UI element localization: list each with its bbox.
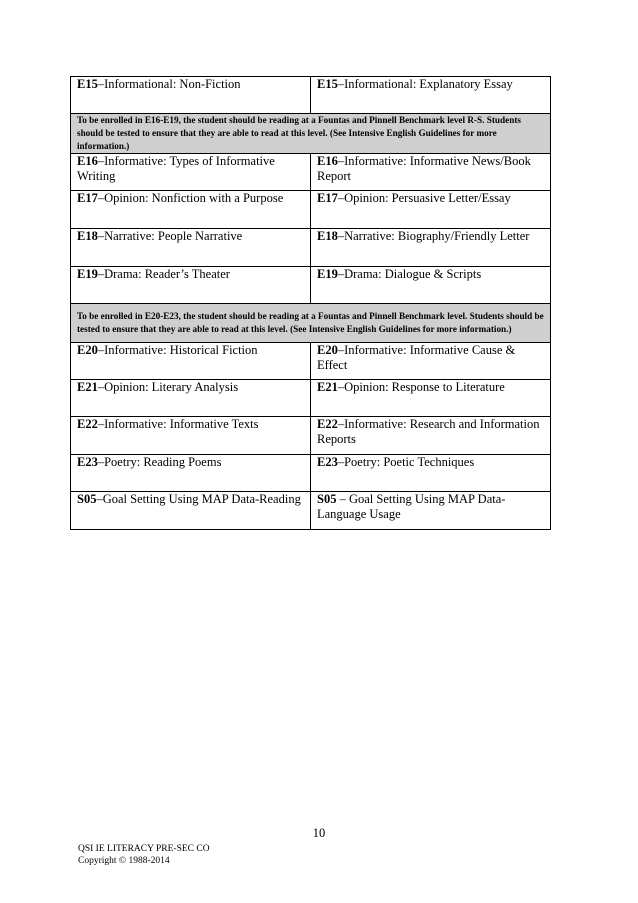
course-row [71,77,551,114]
course-code: E16 [77,154,98,168]
course-title: –Informative: Informative Texts [97,417,259,431]
course-code: E18 [77,229,98,243]
course-code: E15 [317,77,338,91]
course-code: E15 [77,77,98,91]
course-cell-left [71,417,311,455]
course-code: E17 [77,191,98,205]
course-code: E20 [77,343,98,357]
footer-line-2: Copyright © 1988-2014 [78,856,170,866]
course-cell-left [71,154,311,191]
course-cell-left [71,229,311,267]
course-code: S05 [77,492,97,506]
enrollment-note-row [71,304,551,343]
course-title: –Poetry: Reading Poems [97,455,222,469]
course-title: –Goal Setting Using MAP Data-Reading [96,492,301,506]
course-row [71,229,551,267]
course-code: E19 [77,267,98,281]
course-title: –Drama: Reader’s Theater [97,267,230,281]
course-cell-left [71,77,311,114]
enrollment-note-row [71,114,551,154]
course-code: E16 [317,154,338,168]
course-title: –Narrative: People Narrative [97,229,243,243]
course-cell-left [71,380,311,417]
course-code: E22 [317,417,338,431]
page-number: 10 [312,826,326,840]
course-cell-right [311,380,551,417]
course-title: –Opinion: Nonfiction with a Purpose [97,191,284,205]
course-title: –Informative: Types of Informative Writing [77,154,275,183]
course-row [71,154,551,191]
course-cell-right [311,267,551,304]
course-title: –Drama: Dialogue & Scripts [337,267,482,281]
course-title: –Poetry: Poetic Techniques [337,455,475,469]
course-code: E21 [77,380,98,394]
course-row [71,492,551,530]
course-code: E23 [317,455,338,469]
course-cell-left [71,492,311,530]
course-table-body [71,77,551,530]
footer [78,843,210,867]
footer-line-1: QSI IE LITERACY PRE-SEC CO [78,844,210,854]
course-row [71,191,551,229]
course-title: –Informative: Research and Information Reports [317,417,540,446]
course-code: E22 [77,417,98,431]
course-cell-left [71,343,311,380]
course-cell-right [311,492,551,530]
course-cell-right [311,455,551,492]
course-code: E18 [317,229,338,243]
course-row [71,343,551,380]
course-table [70,76,551,530]
course-title: –Opinion: Literary Analysis [97,380,239,394]
course-title: –Informative: Informative Cause & Effect [317,343,516,372]
course-title: –Opinion: Persuasive Letter/Essay [337,191,511,205]
course-cell-right [311,191,551,229]
course-code: E20 [317,343,338,357]
course-title: –Informational: Non-Fiction [97,77,241,91]
course-cell-right [311,154,551,191]
course-title: –Narrative: Biography/Friendly Letter [337,229,530,243]
course-code: E23 [77,455,98,469]
course-cell-right [311,343,551,380]
course-code: E17 [317,191,338,205]
course-cell-left [71,455,311,492]
course-title: – Goal Setting Using MAP Data-Language Usage [317,492,506,521]
course-title: –Opinion: Response to Literature [337,380,505,394]
course-code: S05 [317,492,337,506]
enrollment-note: To be enrolled in E20-E23, the student should be reading at a Fountas and Pinnell Benchmark level. Students should be tested to ensure that they are able to read at this level. (See Intensive English Guidelines for more information.) [71,304,551,343]
course-cell-right [311,77,551,114]
course-cell-left [71,267,311,304]
course-row [71,455,551,492]
course-cell-left [71,191,311,229]
course-cell-right [311,417,551,455]
course-row [71,417,551,455]
course-row [71,267,551,304]
enrollment-note: To be enrolled in E16-E19, the student should be reading at a Fountas and Pinnell Benchmark level R-S. Students should be tested to ensure that they are able to read at this level. (See Intensive English Guidelines for more information.) [71,114,551,154]
course-row [71,380,551,417]
course-code: E21 [317,380,338,394]
course-title: –Informative: Historical Fiction [97,343,258,357]
course-title: –Informative: Informative News/Book Report [317,154,531,183]
course-code: E19 [317,267,338,281]
course-cell-right [311,229,551,267]
course-title: –Informational: Explanatory Essay [337,77,513,91]
